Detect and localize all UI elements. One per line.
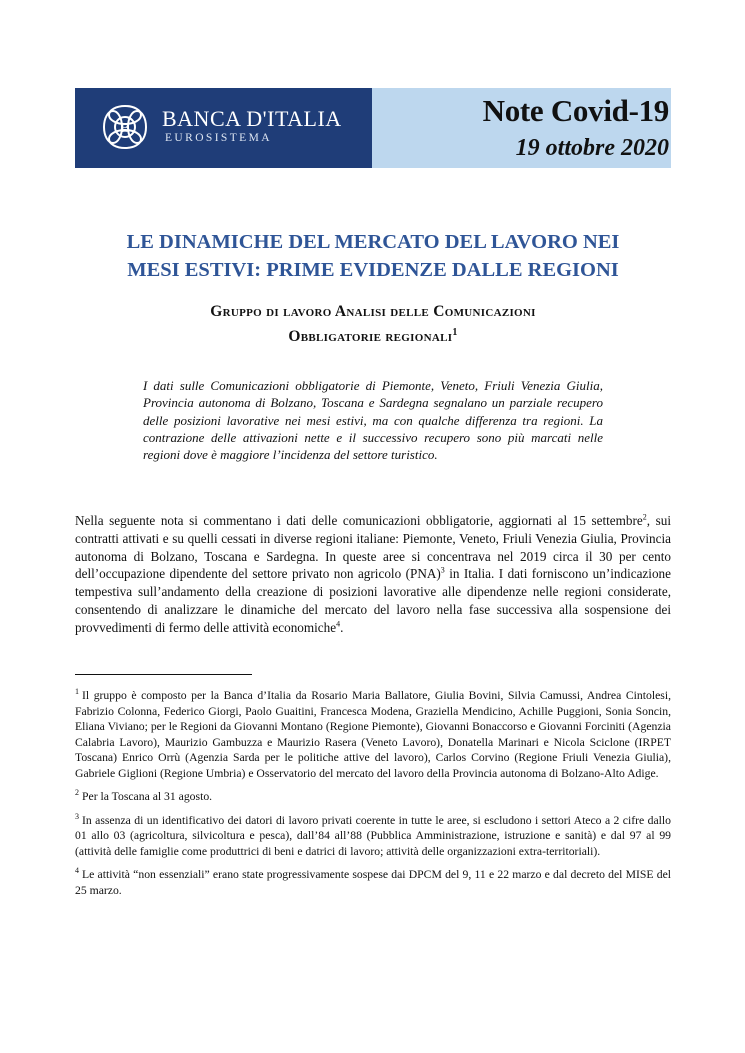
page-title [75,228,671,284]
footnote-text: Per la Toscana al 31 agosto. [82,790,213,803]
footnote-text: Le attività “non essenziali” erano state progressivamente sospese dai DPCM del 9, 11 e 22 marzo e dal decreto del MISE del 25 marzo. [75,868,671,897]
svg-text:B: B [120,121,130,136]
footnote-1 [75,688,671,781]
footnote-number: 1 [75,687,79,697]
footnote-ref-2[interactable]: 2 [642,512,647,522]
footnote-text: Il gruppo è composto per la Banca d’Italia da Rosario Maria Ballatore, Giulia Bovini, Silvia Camussi, Andrea Cintolesi, Fabrizio Colonna, Federico Giorgi, Paolo Guaitini, Francesca Modena, Graziella Mendicino, Achille Puggioni, Sonia Soncin, Eliana Viviano; per le Regioni da Giovanni Montano (Regione Piemonte), Giovanni Bonaccorso e Giovanni Forciniti (Agenzia Calabria Lavoro), Maurizio Gambuzza e Maurizio Rasera (Veneto Lavoro), Donatella Marinari e Nicola Sciclone (IRPET Toscana) Enrico Orrù (Agenzia Sarda per le politiche attive del lavoro), Carlos Corvino (Regione Friuli Venezia Giulia), Gabriele Giglioni (Regione Umbria) e Osservatorio del mercato del lavoro della Provincia autonoma di Bolzano-Alto Adige. [75,689,671,780]
header-banner [75,88,671,168]
footnote-text: In assenza di un identificativo dei datori di lavoro privati coerente in tutte le aree, si escludono i settori Ateco a 2 cifre dallo 01 allo 03 (agricoltura, silvicoltura e pesca), dall’84 all’88 (Pubblica Amministrazione, istruzione e sanità) e dal 97 al 99 (attività delle famiglie come produttrici di beni e datrici di lavoro; attività delle organizzazioni extra-territoriali). [75,813,671,858]
body-text-3: in Italia. I dati forniscono un’indicazione tempestiva sull’andamento della creazione di posizioni lavorative alle dipendenze nelle regioni considerate, consentendo di analizzare le dinamiche del mercato del lavoro nella fase successiva alla sospensione dei provvedimenti di fermo delle attività economiche [75,566,671,635]
authors-line-1: Gruppo di lavoro Analisi delle Comunicazioni [210,303,536,320]
authors-block [75,301,671,347]
abstract: I dati sulle Comunicazioni obbligatorie di Piemonte, Veneto, Friuli Venezia Giulia, Provincia autonoma di Bolzano, Toscana e Sardegna segnalano un parziale recupero delle posizioni lavorative nei mesi estivi, ma con qualche differenza tra regioni. La contrazione delle attivazioni nette e il successivo recupero sono più marcati nelle regioni dove è maggiore l’incidenza del settore turistico. [143,378,603,463]
footnote-ref-1[interactable]: 1 [452,327,458,338]
footnote-2 [75,789,671,805]
footnote-number: 2 [75,788,79,798]
series-block [372,88,671,168]
footnote-4 [75,867,671,898]
bank-logo-icon [97,99,153,155]
series-title: Note Covid-19 [482,93,669,128]
bank-subtitle: EUROSISTEMA [165,132,272,144]
page-title-line-2: MESI ESTIVI: PRIME EVIDENZE DALLE REGIONI [127,259,619,281]
footnote-3 [75,813,671,860]
body-text-2: , sui contratti attivati e su quelli cessati in diverse regioni italiane: Piemonte, Veneto, Friuli Venezia Giulia, Provincia autonoma di Bolzano, Toscana e Sardegna. In queste aree si concentrava nel 2019 circa il 30 per cento dell’occupazione dipendente del settore privato non agricolo (PNA) [75,513,671,582]
page-title-line-1: LE DINAMICHE DEL MERCATO DEL LAVORO NEI [126,231,620,253]
footnote-number: 4 [75,866,79,876]
footnote-number: 3 [75,811,79,821]
bank-name: BANCA D'ITALIA [162,106,342,131]
authors-line-2 [75,322,671,347]
footnotes [75,688,671,906]
footnote-divider [75,674,252,675]
body-paragraph [75,512,671,637]
bank-logo-block [75,88,372,168]
authors-line-2-text: Obbligatorie regionali [288,328,453,346]
body-text-1: Nella seguente nota si commentano i dati delle comunicazioni obbligatorie, aggiornati al 15 settembre [75,513,643,528]
body-text-4: . [340,619,344,635]
footnote-ref-3[interactable]: 3 [440,566,445,575]
footnote-ref-4[interactable]: 4 [336,619,341,629]
publication-date: 19 ottobre 2020 [515,135,669,161]
